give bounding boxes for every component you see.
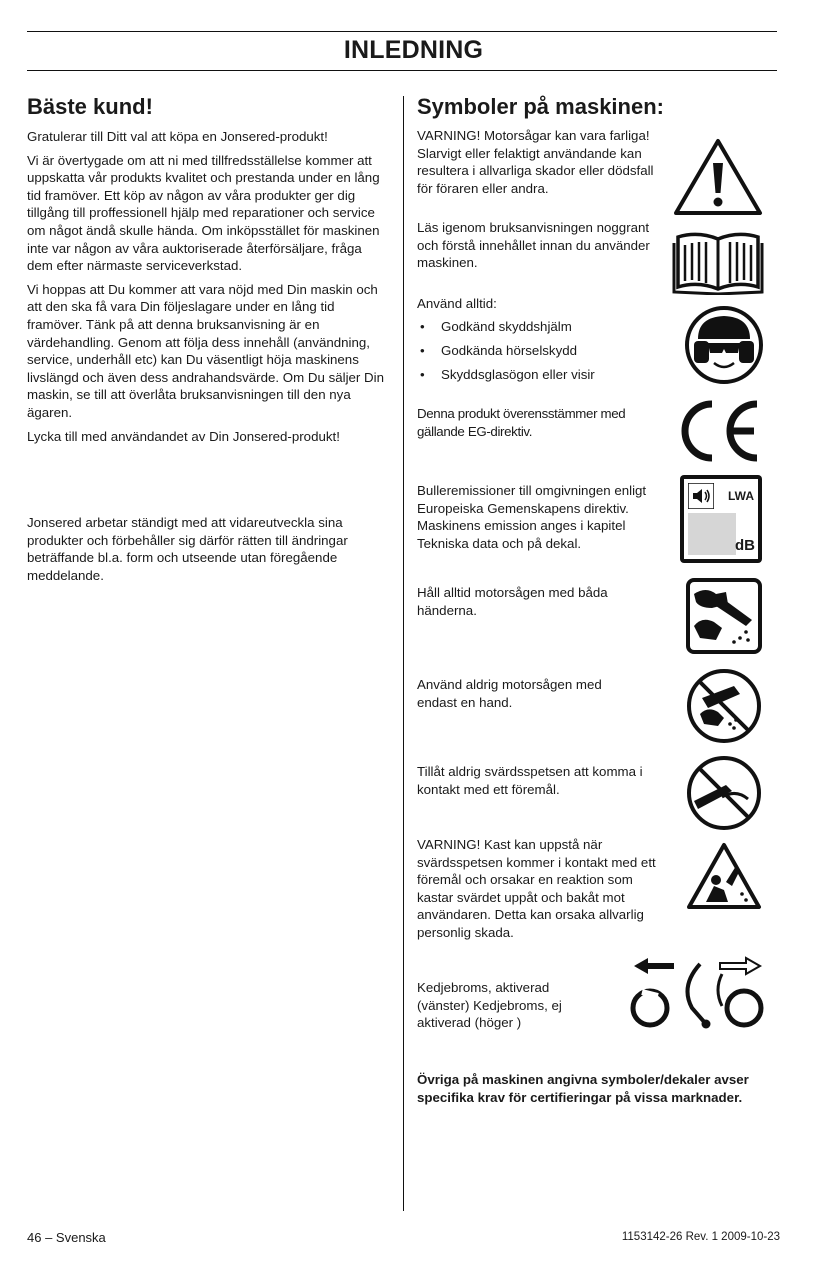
right-heading: Symboler på maskinen: xyxy=(417,94,664,119)
no-one-hand-icon xyxy=(686,668,762,744)
chain-brake-icon xyxy=(630,956,764,1034)
two-hands-icon xyxy=(686,578,762,654)
bullet-glyph: • xyxy=(420,343,425,358)
read-manual-text: Läs igenom bruksanvisningen noggrant och förstå innehållet innan du använder maskinen. xyxy=(417,220,650,270)
good-luck-paragraph: Lycka till med användandet av Din Jonsered-produkt! xyxy=(27,428,340,444)
left-heading: Bäste kund! xyxy=(27,94,153,119)
bullet-glyph: • xyxy=(420,319,425,334)
left-column xyxy=(27,128,387,451)
list-item xyxy=(417,363,595,387)
kickback-text: VARNING! Kast kan uppstå när svärdsspetsen kommer i kontakt med ett föremål och orsakar en reaktion som kastar svärdet uppåt och bakåt mot användaren. Detta kan orsaka allvarlig personlig skada. xyxy=(417,837,656,940)
ppe-ear-protection-text: Godkända hörselskydd xyxy=(441,343,578,358)
noise-emission-icon xyxy=(680,475,762,563)
column-divider xyxy=(403,96,404,1211)
list-item xyxy=(417,315,595,339)
ce-mark-icon xyxy=(672,397,764,465)
bullet-glyph: • xyxy=(420,367,425,382)
one-hand-text: Använd aldrig motorsågen med endast en hand. xyxy=(417,677,602,710)
intro-paragraph: Gratulerar till Ditt val att köpa en Jonsered-produkt! xyxy=(27,129,328,144)
protective-equipment-icon xyxy=(684,305,764,385)
ce-text: Denna produkt överensstämmer med gällande EG-direktiv. xyxy=(417,406,626,439)
no-tip-contact-icon xyxy=(686,755,762,831)
speaker-icon xyxy=(688,483,714,509)
always-use-label: Använd alltid: xyxy=(417,296,497,311)
chain-brake-text: Kedjebroms, aktiverad (vänster) Kedjebroms, ej aktiverad (höger ) xyxy=(417,980,562,1030)
disclaimer-paragraph: Jonsered arbetar ständigt med att vidareutveckla sina produkter och förbehåller sig därför rätten till ändringar beträffande bl.a. form och utseende utan föregående meddelande. xyxy=(27,515,348,583)
document-revision: 1153142-26 Rev. 1 2009-10-23 xyxy=(621,1231,780,1243)
ppe-list xyxy=(417,315,595,387)
db-label: dB xyxy=(735,537,755,554)
noise-value-box xyxy=(688,513,736,555)
tip-contact-text: Tillåt aldrig svärdsspetsen att komma i kontakt med ett föremål. xyxy=(417,764,643,797)
ppe-eye-protection-text: Skyddsglasögon eller visir xyxy=(441,367,595,382)
header-top-rule xyxy=(27,31,777,32)
noise-text: Bulleremissioner till omgivningen enligt Europeiska Gemenskapens direktiv. Maskinens emission anges i kapitel Tekniska data och på dekal. xyxy=(417,483,647,551)
manual-book-icon xyxy=(672,229,764,295)
manual-value-paragraph: Vi hoppas att Du kommer att vara nöjd med Din maskin och att den ska få vara Din följeslagare under en lång tid framöver. Tänk på att denna bruksanvisning är en värdehandling. Genom att följa dess innehåll (användning, service, underhåll etc) kan Du väsentligt höja maskinens livslängd och även dess andrahandsvärde. Om Du säljer Din maskin, se till att överlåta bruksanvisningen till den nya ägaren. xyxy=(27,281,384,420)
page-number: 46 – Svenska xyxy=(27,1230,106,1245)
lwa-label: LWA xyxy=(728,489,754,503)
list-item xyxy=(417,339,595,363)
ppe-helmet-text: Godkänd skyddshjälm xyxy=(441,319,572,334)
quality-paragraph: Vi är övertygade om att ni med tillfredsställelse kommer att uppskatta vår produkts kvalitet och prestanda under en lång tid framöver. Ett köp av någon av våra produkter ger dig tillgång till proffessionell hjälp med reparationer och service om något ändå skulle hända. Om inköpsstället för maskinen inte var någon av våra auktoriserade återförsäljare, fråga dem efter närmaste serviceverkstad. xyxy=(27,152,380,274)
warning-text: VARNING! Motorsågar kan vara farliga! Slarvigt eller felaktigt användande kan resultera i allvarliga skador eller dödsfall för föraren eller andra. xyxy=(417,128,654,196)
two-hands-text: Håll alltid motorsågen med båda händerna. xyxy=(417,585,608,618)
kickback-warning-icon xyxy=(686,842,762,910)
warning-triangle-icon xyxy=(672,137,764,217)
header-bottom-rule xyxy=(27,70,777,71)
other-symbols-note: Övriga på maskinen angivna symboler/dekaler avser specifika krav för certifieringar på vissa marknader. xyxy=(417,1072,749,1105)
page-title: INLEDNING xyxy=(343,36,484,64)
